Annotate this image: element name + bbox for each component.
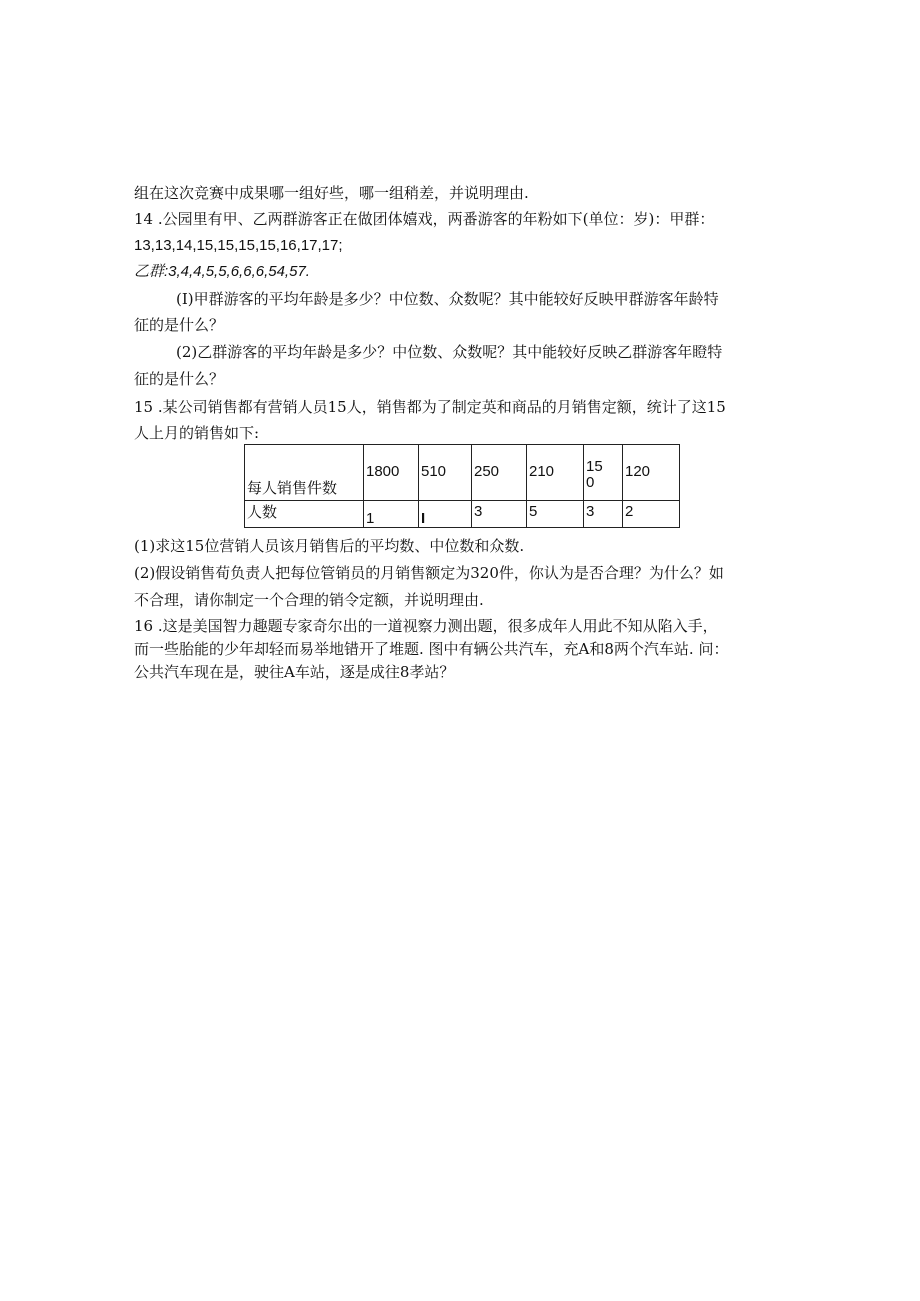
sales-cell: 210 <box>527 445 584 501</box>
question-16-line-3: 公共汽车现在是，驶往A车站，逐是成往8孝站？ <box>134 663 455 681</box>
people-cell: 2 <box>623 501 680 528</box>
question-16-line-2: 而一些胎能的少年却轻而易举地错开了堆题. 图中有辆公共汽车，充A和8两个汽车站. 问： <box>134 640 729 658</box>
group-b-ages: 乙群:3,4,4,5,5,6,6,6,54,57. <box>134 263 310 280</box>
question-15-intro: 15 .某公司销售都有营销人员15人，销售都为了制定英和商品的月销售定额，统计了这15 <box>134 398 726 416</box>
question-14-part-2-cont: 征的是什么？ <box>134 370 225 388</box>
question-15-part-2: (2)假设销售荀负责人把每位管销员的月销售额定为320件，你认为是否合理？为什么？如 <box>134 564 724 582</box>
people-cell: 3 <box>472 501 527 528</box>
question-15-part-1: (1)求这15位营销人员该月销售后的平均数、中位数和众数. <box>134 537 525 555</box>
sales-cell: 120 <box>623 445 680 501</box>
question-14-part-1-cont: 征的是什么？ <box>134 316 225 334</box>
people-cell: 3 <box>584 501 623 528</box>
text-line-1: 组在这次竞赛中成果哪一组好些，哪一组稍差，并说明理由. <box>134 184 529 202</box>
people-cell: I <box>419 501 472 528</box>
question-15-part-2-cont: 不合理，请你制定一个合理的销令定额，并说明理由. <box>134 591 484 609</box>
question-14-intro: 14 .公园里有甲、乙两群游客正在做团体嬉戏，两番游客的年粉如下(单位：岁)：甲群： <box>134 210 715 228</box>
people-cell: 5 <box>527 501 584 528</box>
question-16-intro: 16 .这是美国智力趣题专家奇尔出的一道视察力测出题，很多成年人用此不知从陷入手， <box>134 617 718 635</box>
question-15-intro-cont: 人上月的销售如下: <box>134 424 260 442</box>
table-row-people <box>245 501 680 528</box>
row-label-sales: 每人销售件数 <box>245 445 364 501</box>
sales-cell <box>584 445 623 501</box>
sales-cell: 510 <box>419 445 472 501</box>
question-14-part-2: (2)乙群游客的平均年龄是多少？中位数、众数呢？其中能较好反映乙群游客年瞪特 <box>176 343 723 361</box>
sales-table <box>244 444 680 528</box>
group-a-ages: 13,13,14,15,15,15,15,16,17,17; <box>134 237 343 254</box>
table-row-sales <box>245 445 680 501</box>
sales-cell: 1800 <box>364 445 419 501</box>
row-label-people: 人数 <box>245 501 364 528</box>
sales-cell: 250 <box>472 445 527 501</box>
people-cell: 1 <box>364 501 419 528</box>
sales-cell-text: 150 <box>586 458 603 491</box>
question-14-part-1: (I)甲群游客的平均年龄是多少？中位数、众数呢？其中能较好反映甲群游客年龄特 <box>176 290 719 308</box>
